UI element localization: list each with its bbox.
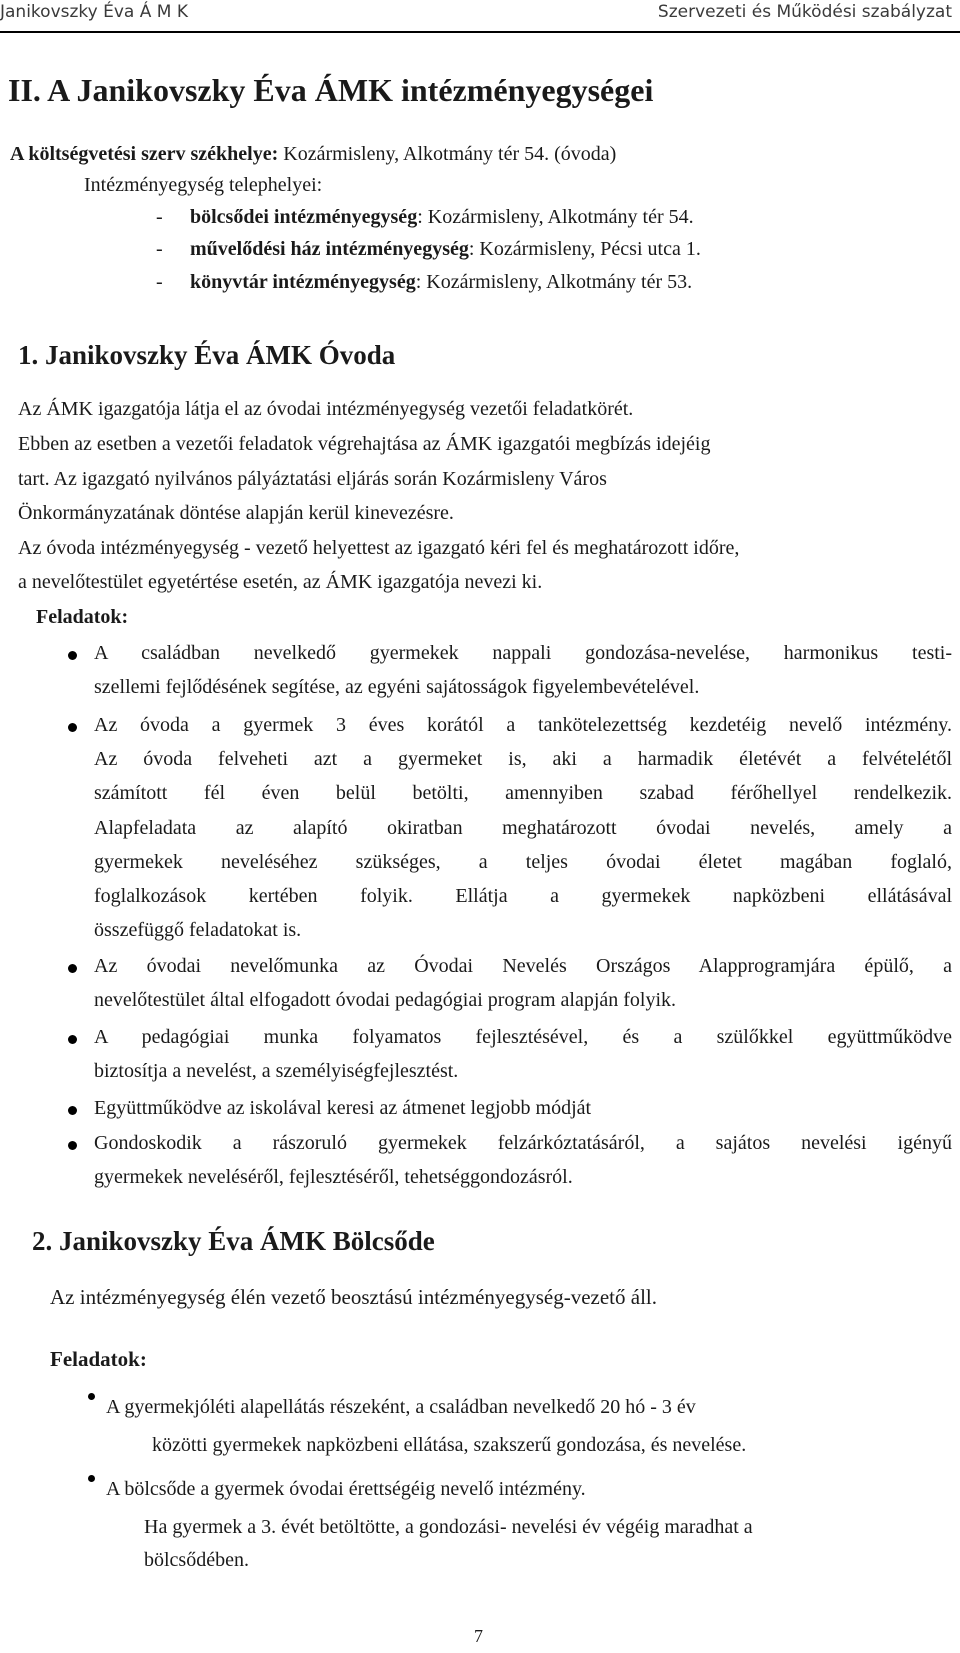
- ovoda-line: Az óvoda intézményegység - vezető helyettest az igazgató kéri fel és meghatározott időre,: [18, 537, 740, 559]
- sites-title: Intézményegység telephelyei:: [84, 174, 323, 196]
- ovoda-title: 1. Janikovszky Éva ÁMK Óvoda: [18, 340, 396, 370]
- header-right: Szervezeti és Működési szabályzat: [657, 2, 952, 22]
- bullet-icon: [68, 1141, 77, 1150]
- task-line: Gondoskodik a rászoruló gyermekek felzárkóztatásáról, a sajátos nevelési igényű: [94, 1132, 952, 1154]
- task-line: összefüggő feladatokat is.: [94, 919, 302, 941]
- ovoda-line: tart. Az igazgató nyilvános pályáztatási eljárás során Kozármisleny Város: [18, 468, 607, 490]
- task-line: Együttműködve az iskolával keresi az átmenet legjobb módját: [94, 1097, 592, 1119]
- task-line: Az óvoda a gyermek 3 éves korától a tankötelezettség kezdetéig nevelő intézmény.: [94, 714, 952, 736]
- header-left: Janikovszky Éva Á M K: [0, 2, 188, 22]
- bolcsode-task-line: A bölcsőde a gyermek óvodai érettségéig nevelő intézmény.: [106, 1478, 586, 1500]
- bullet-icon: [88, 1475, 95, 1482]
- bullet-icon: [68, 651, 77, 660]
- ovoda-line: a nevelőtestület egyetértése esetén, az ÁMK igazgatója nevezi ki.: [18, 571, 543, 593]
- ovoda-line: Az ÁMK igazgatója látja el az óvodai intézményegység vezetői feladatkörét.: [18, 398, 634, 420]
- task-line: Alapfeladata az alapító okiratban meghatározott óvodai nevelés, amely a: [94, 817, 952, 839]
- task-line: gyermekek neveléséhez szükséges, a teljes óvodai életet magában foglaló,: [94, 851, 952, 873]
- site-name: művelődési ház intézményegység: [190, 238, 469, 260]
- bullet-icon: [68, 964, 77, 973]
- bullet-icon: [68, 723, 77, 732]
- task-line: számított fél éven belül betölti, amennyiben szabad férőhellyel rendelkezik.: [94, 782, 952, 804]
- site-name: bölcsődei intézményegység: [190, 206, 418, 228]
- site-name: könyvtár intézményegység: [190, 271, 416, 293]
- bolcsode-task-line: bölcsődében.: [144, 1549, 249, 1571]
- task-line: szellemi fejlődésének segítése, az egyéni sajátosságok figyelembevételével.: [94, 676, 700, 698]
- bullet-icon: [68, 1035, 77, 1044]
- site-address: : Kozármisleny, Alkotmány tér 53.: [415, 271, 693, 293]
- section-title: II. A Janikovszky Éva ÁMK intézményegységei: [8, 72, 654, 108]
- site-dash: -: [156, 206, 163, 228]
- bullet-icon: [68, 1106, 77, 1115]
- bolcsode-intro: Az intézményegység élén vezető beosztású intézményegység-vezető áll.: [50, 1285, 657, 1309]
- bolcsode-task-line: közötti gyermekek napközbeni ellátása, szakszerű gondozása, és nevelése.: [152, 1434, 747, 1456]
- ovoda-line: Ebben az esetben a vezetői feladatok végrehajtása az ÁMK igazgatói megbízás idejéig: [18, 433, 711, 455]
- site-item: [190, 238, 701, 261]
- task-line: Az óvodai nevelőmunka az Óvodai Nevelés Országos Alapprogramjára épülő, a: [94, 955, 952, 977]
- ovoda-line: Önkormányzatának döntése alapján kerül kinevezésre.: [18, 502, 454, 524]
- bolcsode-task-line: Ha gyermek a 3. évét betöltötte, a gondozási- nevelési év végéig maradhat a: [144, 1516, 753, 1538]
- task-line: A családban nevelkedő gyermekek nappali gondozása-nevelése, harmonikus testi-: [94, 642, 952, 664]
- task-line: foglalkozások kertében folyik. Ellátja a gyermekek napközbeni ellátásával: [94, 885, 952, 907]
- bolcsode-task-line: A gyermekjóléti alapellátás részeként, a családban nevelkedő 20 hó - 3 év: [106, 1396, 696, 1418]
- site-item: [190, 206, 694, 229]
- site-item: [190, 271, 692, 294]
- seat-label: A költségvetési szerv székhelye:: [10, 143, 279, 165]
- site-dash: -: [156, 238, 163, 260]
- site-address: : Kozármisleny, Alkotmány tér 54.: [417, 206, 694, 228]
- ovoda-tasks-title: Feladatok:: [36, 606, 129, 628]
- header-rule: [0, 31, 960, 33]
- page-number: 7: [474, 1626, 483, 1646]
- seat-line: [10, 143, 616, 166]
- site-dash: -: [156, 271, 163, 293]
- task-line: biztosítja a nevelést, a személyiségfejlesztést.: [94, 1060, 459, 1082]
- task-line: Az óvoda felveheti azt a gyermeket is, aki a harmadik életévét a felvételétől: [94, 748, 952, 770]
- bolcsode-title: 2. Janikovszky Éva ÁMK Bölcsőde: [32, 1226, 435, 1256]
- bolcsode-tasks-title: Feladatok:: [50, 1347, 147, 1371]
- seat-value: Kozármisleny, Alkotmány tér 54. (óvoda): [278, 143, 617, 165]
- task-line: A pedagógiai munka folyamatos fejlesztésével, és a szülőkkel együttműködve: [94, 1026, 952, 1048]
- bullet-icon: [88, 1393, 95, 1400]
- task-line: gyermekek neveléséről, fejlesztéséről, tehetséggondozásról.: [94, 1166, 573, 1188]
- site-address: : Kozármisleny, Pécsi utca 1.: [468, 238, 701, 260]
- task-line: nevelőtestület által elfogadott óvodai pedagógiai program alapján folyik.: [94, 989, 677, 1011]
